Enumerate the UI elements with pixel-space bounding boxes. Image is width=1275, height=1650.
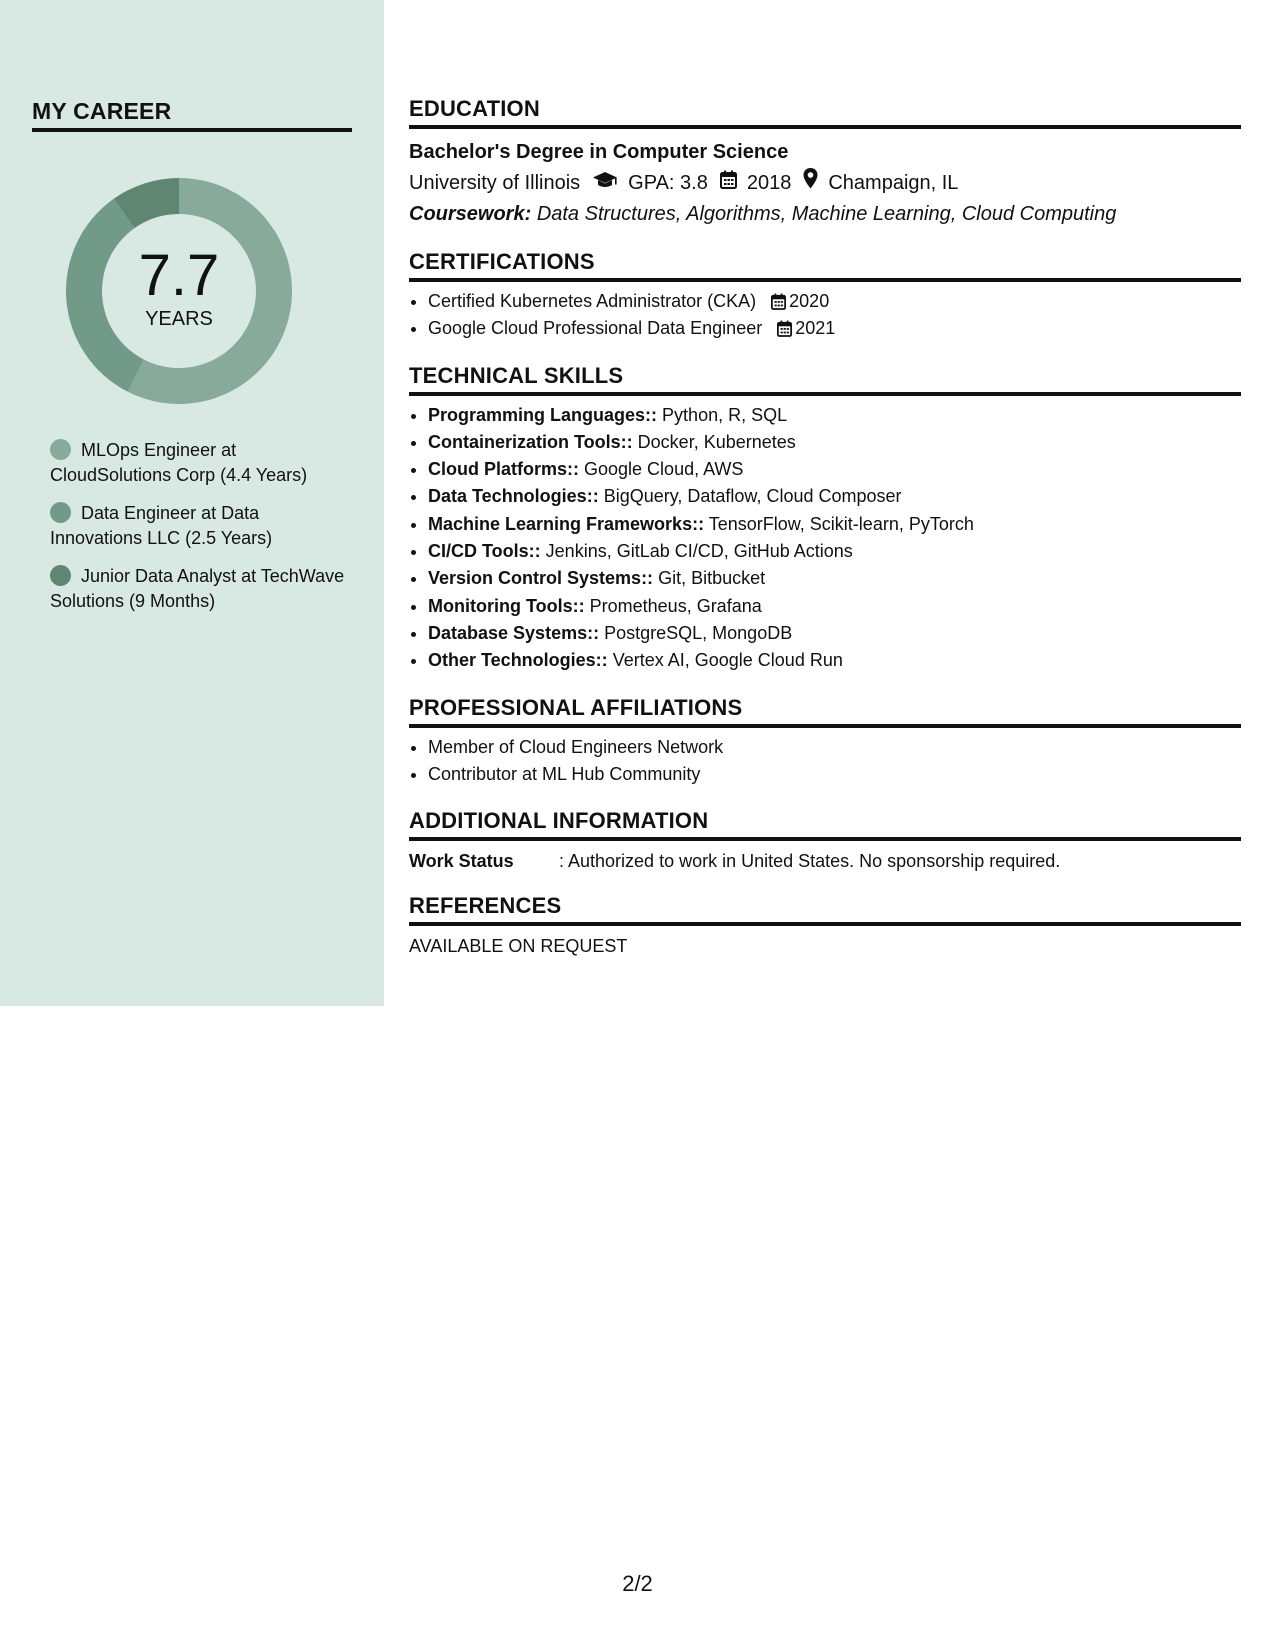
school-name: University of Illinois — [409, 172, 581, 194]
gpa: GPA: 3.8 — [628, 172, 708, 194]
cert-year: 2021 — [795, 318, 836, 339]
coursework-list: Data Structures, Algorithms, Machine Learning, Cloud Computing — [536, 203, 1117, 225]
graduation-cap-icon — [592, 167, 618, 199]
list-item — [428, 456, 1241, 483]
work-status-row — [409, 849, 1241, 873]
legend-item — [50, 438, 350, 488]
skill-value: Jenkins, GitLab CI/CD, GitHub Actions — [545, 541, 853, 562]
list-item — [428, 593, 1241, 620]
donut-center — [66, 178, 292, 404]
work-status-label: Work Status — [409, 851, 514, 872]
skill-label: Programming Languages:: — [428, 404, 658, 425]
references-section — [409, 893, 1241, 958]
skill-value: Prometheus, Grafana — [589, 595, 762, 616]
cert-year: 2020 — [789, 291, 830, 311]
cert-name: Google Cloud Professional Data Engineer — [428, 318, 763, 339]
skill-label: Machine Learning Frameworks:: — [428, 513, 705, 534]
skill-value: Vertex AI, Google Cloud Run — [612, 650, 843, 671]
skill-value: BigQuery, Dataflow, Cloud Composer — [603, 486, 902, 507]
skill-label: Cloud Platforms:: — [428, 459, 579, 480]
skill-value: Python, R, SQL — [662, 404, 788, 425]
education-details — [409, 167, 1241, 199]
coursework — [409, 199, 1241, 229]
list-item: • Contributor at ML Hub Community — [428, 761, 1241, 788]
list-item — [428, 565, 1241, 592]
skill-label: Database Systems:: — [428, 622, 600, 643]
skills-title: TECHNICAL SKILLS — [409, 363, 1241, 396]
references-text: AVAILABLE ON REQUEST — [409, 936, 628, 957]
skill-label: Version Control Systems:: — [428, 568, 654, 589]
school-location: Champaign, IL — [828, 172, 959, 194]
references-title: REFERENCES — [409, 893, 1241, 926]
skills-list — [409, 402, 1241, 675]
education-title: EDUCATION — [409, 96, 1241, 129]
calendar-icon — [777, 320, 792, 337]
career-sidebar — [0, 0, 384, 1006]
degree-name: Bachelor's Degree in Computer Science — [409, 141, 789, 163]
work-status-value: : Authorized to work in United States. No sponsorship required. — [559, 851, 1061, 872]
legend-label: Junior Data Analyst at TechWave Solutions (9 Months) — [50, 566, 345, 611]
skills-section — [409, 363, 1241, 675]
skill-label: Data Technologies:: — [428, 486, 599, 507]
additional-info-section — [409, 808, 1241, 873]
list-item: • Member of Cloud Engineers Network — [428, 734, 1241, 761]
list-item — [428, 315, 1241, 342]
list-item — [428, 402, 1241, 429]
affiliations-section — [409, 695, 1241, 789]
affiliations-title: PROFESSIONAL AFFILIATIONS — [409, 695, 1241, 728]
list-item — [428, 538, 1241, 565]
calendar-icon — [720, 167, 737, 199]
list-item — [428, 647, 1241, 674]
certifications-section — [409, 249, 1241, 343]
legend-label: MLOps Engineer at CloudSolutions Corp (4.4 Years) — [50, 440, 308, 485]
coursework-label: Coursework: — [409, 203, 532, 225]
legend-item — [50, 501, 350, 551]
legend-dot — [50, 565, 71, 586]
skill-value: PostgreSQL, MongoDB — [604, 622, 793, 643]
education-section — [409, 96, 1241, 229]
main-content — [409, 96, 1241, 958]
total-years-value: 7.7 — [138, 243, 220, 308]
calendar-icon — [771, 293, 786, 310]
total-years-unit: YEARS — [145, 308, 213, 330]
education-entry — [409, 137, 1241, 229]
additional-info-title: ADDITIONAL INFORMATION — [409, 808, 1241, 841]
career-donut-chart — [66, 178, 292, 404]
list-item — [428, 288, 1241, 315]
list-item — [428, 511, 1241, 538]
skill-label: Other Technologies:: — [428, 650, 608, 671]
page-number: 2/2 — [622, 1571, 653, 1596]
legend-item — [50, 564, 350, 614]
list-item — [428, 483, 1241, 510]
affiliations-list — [409, 734, 1241, 789]
skill-value: TensorFlow, Scikit-learn, PyTorch — [708, 513, 974, 534]
cert-name: Certified Kubernetes Administrator (CKA) — [428, 291, 757, 311]
skill-value: Git, Bitbucket — [658, 568, 766, 589]
cert-date — [777, 318, 835, 338]
career-legend — [50, 438, 350, 627]
skill-label: Containerization Tools:: — [428, 431, 633, 452]
skill-label: CI/CD Tools:: — [428, 541, 541, 562]
skill-label: Monitoring Tools:: — [428, 595, 585, 616]
career-title: MY CAREER — [32, 98, 352, 132]
certifications-title: CERTIFICATIONS — [409, 249, 1241, 282]
legend-dot — [50, 502, 71, 523]
location-pin-icon — [803, 167, 818, 199]
skill-value: Docker, Kubernetes — [637, 431, 796, 452]
graduation-year: 2018 — [746, 172, 792, 194]
legend-label: Data Engineer at Data Innovations LLC (2.5 Years) — [50, 503, 273, 548]
list-item — [428, 620, 1241, 647]
legend-dot — [50, 439, 71, 460]
certifications-list — [409, 288, 1241, 343]
cert-date — [771, 291, 829, 311]
skill-value: Google Cloud, AWS — [584, 459, 744, 480]
list-item — [428, 429, 1241, 456]
